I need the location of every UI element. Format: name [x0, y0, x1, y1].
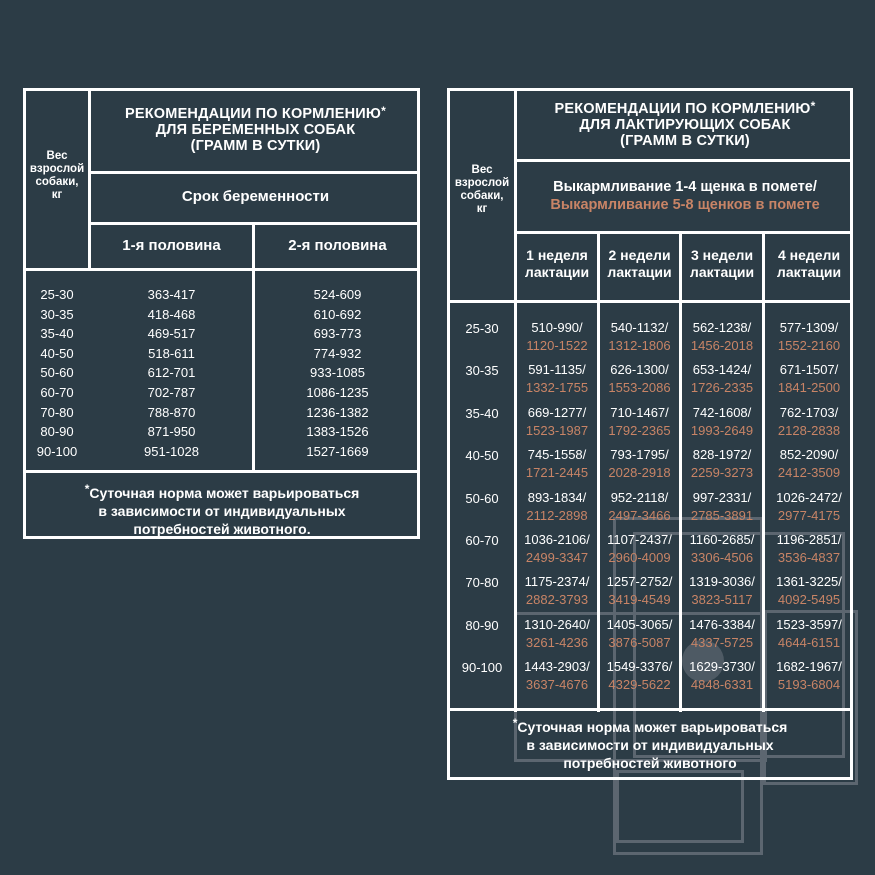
left-weight-header: [26, 150, 88, 202]
note-text: Суточная норма может варьироваться: [89, 485, 360, 501]
first-half-value: 418-468: [147, 306, 196, 322]
small-litter-value: 1523-3597/: [776, 616, 842, 632]
large-litter-value: 4337-5725: [690, 634, 754, 650]
title-line: ДЛЯ БЕРЕМЕННЫХ СОБАК: [155, 122, 356, 138]
lactation-value-cell: [765, 319, 853, 355]
small-litter-value: 793-1795/: [610, 447, 669, 463]
pregnancy-term-label: Срок беременности: [181, 188, 330, 205]
litter-large-label: Выкармливание 5-8 щенков в помете: [550, 197, 820, 213]
weight-cell: 80-90: [40, 424, 74, 440]
small-litter-value: 1026-2472/: [776, 489, 842, 505]
large-litter-value: 1332-1755: [525, 380, 589, 396]
lactation-value-cell: [600, 531, 679, 567]
lactation-value-cell: [765, 489, 853, 525]
lactation-value-cell: [600, 658, 679, 694]
weight-cell: 50-60: [465, 490, 499, 506]
title-text: РЕКОМЕНДАЦИИ ПО КОРМЛЕНИЮ: [125, 106, 382, 122]
large-litter-value: 3637-4676: [525, 677, 589, 693]
week-header-line: лактации: [524, 264, 590, 280]
small-litter-value: 1549-3376/: [606, 659, 673, 675]
lactation-value-cell: [682, 531, 762, 567]
first-half-value: 871-950: [147, 424, 196, 440]
large-litter-value: 3823-5117: [691, 592, 753, 608]
note-line: потребностей животного: [563, 755, 737, 771]
litter-size-label: [517, 178, 853, 214]
week-header-line: 4 недели: [777, 247, 841, 263]
week-header-line: 2 недели: [608, 247, 671, 263]
small-litter-value: 762-1703/: [779, 404, 839, 420]
small-litter-value: 1319-3036/: [689, 574, 755, 590]
large-litter-value: 1721-2445: [525, 465, 589, 481]
lactation-value-cell: [600, 319, 679, 355]
small-litter-value: 1310-2640/: [524, 616, 590, 632]
large-litter-value: 4644-6151: [777, 634, 841, 650]
small-litter-value: 893-1834/: [527, 489, 587, 505]
large-litter-value: 3876-5087: [608, 634, 671, 650]
weight-cell: 40-50: [40, 345, 74, 361]
second-half-value: 693-773: [313, 326, 362, 342]
weight-cell: 35-40: [40, 326, 74, 342]
week-header-line: лактации: [607, 264, 672, 280]
right-footnote: [450, 718, 850, 772]
large-litter-value: 3261-4236: [525, 634, 589, 650]
lactation-value-cell: [682, 404, 762, 440]
weight-cell: 70-80: [465, 575, 499, 591]
weight-cell: 30-35: [465, 363, 499, 379]
large-litter-value: 1312-1806: [608, 338, 671, 353]
right-weight-header: [450, 164, 514, 216]
second-half-value: 1236-1382: [306, 404, 369, 420]
week-header-line: лактации: [776, 264, 842, 280]
litter-small-label: Выкармливание 1-4 щенка в помете/: [553, 179, 817, 195]
first-half-value: 612-701: [147, 365, 196, 381]
title-line: (ГРАММ В СУТКИ): [190, 138, 321, 154]
small-litter-value: 669-1277/: [527, 404, 587, 420]
small-litter-value: 1361-3225/: [776, 574, 842, 590]
title-footnote-mark: *: [810, 99, 816, 113]
second-half-value: 933-1085: [310, 365, 365, 381]
small-litter-value: 742-1608/: [692, 404, 752, 420]
left-divider: [23, 470, 420, 473]
lactation-value-cell: [682, 446, 762, 482]
second-half-value: 1527-1669: [306, 443, 369, 459]
weight-cell: 60-70: [465, 533, 499, 548]
large-litter-value: 2112-2898: [526, 507, 588, 523]
large-litter-value: 1120-1522: [526, 338, 588, 353]
small-litter-value: 510-990/: [531, 320, 583, 335]
lactation-value-cell: [682, 658, 762, 694]
small-litter-value: 626-1300/: [610, 362, 669, 378]
note-line: в зависимости от индивидуальных: [98, 503, 346, 519]
lactation-value-cell: [517, 658, 597, 694]
lactation-value-cell: [517, 319, 597, 355]
second-half-value: 1383-1526: [306, 424, 369, 440]
week-header-4: [765, 247, 853, 281]
first-half-value: 788-870: [147, 404, 196, 420]
watermark-shape: [616, 770, 744, 843]
large-litter-value: 3306-4506: [690, 550, 754, 565]
weight-cell: 70-80: [40, 404, 74, 420]
week-header-line: 3 недели: [690, 247, 754, 263]
large-litter-value: 5193-6804: [777, 677, 841, 693]
small-litter-value: 1405-3065/: [606, 616, 673, 632]
weight-cell: 80-90: [465, 617, 499, 633]
lactation-value-cell: [765, 531, 853, 567]
note-line: в зависимости от индивидуальных: [526, 737, 774, 753]
second-half-value: 1086-1235: [306, 385, 369, 400]
lactation-value-cell: [765, 616, 853, 652]
right-divider: [514, 231, 853, 234]
second-half-value: 774-932: [313, 345, 362, 361]
large-litter-value: 2259-3273: [690, 465, 754, 481]
title-line: [91, 106, 420, 122]
small-litter-value: 1036-2106/: [524, 532, 590, 547]
lactation-value-cell: [517, 573, 597, 609]
weight-cell: 60-70: [40, 385, 74, 400]
note-text: Суточная норма может варьироваться: [517, 719, 788, 735]
right-table-title: [517, 101, 853, 149]
second-half-label: 2-я половина: [288, 237, 387, 254]
large-litter-value: 1456-2018: [690, 338, 754, 353]
lactation-value-cell: [682, 616, 762, 652]
small-litter-value: 1443-2903/: [524, 659, 590, 675]
first-half-value: 518-611: [148, 345, 195, 361]
first-half-value: 363-417: [147, 287, 196, 302]
left-footnote: [26, 484, 418, 538]
note-line: [26, 484, 418, 502]
lactation-value-cell: [517, 531, 597, 567]
small-litter-value: 852-2090/: [779, 447, 839, 463]
lactation-value-cell: [682, 573, 762, 609]
large-litter-value: 2497-3466: [608, 507, 671, 523]
weight-cell: 50-60: [40, 365, 74, 381]
small-litter-value: 828-1972/: [692, 447, 752, 463]
lactation-value-cell: [600, 573, 679, 609]
title-footnote-mark: *: [381, 104, 386, 118]
right-divider: [447, 708, 853, 711]
large-litter-value: 2977-4175: [777, 507, 841, 523]
lactation-value-cell: [600, 616, 679, 652]
large-litter-value: 2785-3891: [690, 507, 754, 523]
small-litter-value: 540-1132/: [610, 320, 669, 335]
title-line: [517, 101, 853, 117]
lactation-value-cell: [600, 404, 679, 440]
left-divider: [23, 268, 420, 271]
weight-cell: 35-40: [465, 405, 499, 421]
large-litter-value: 3419-4549: [608, 592, 671, 608]
large-litter-value: 1841-2500: [777, 380, 841, 396]
small-litter-value: 1476-3384/: [689, 616, 755, 632]
week-header-line: лактации: [689, 264, 755, 280]
weight-cell: 30-35: [40, 306, 74, 322]
large-litter-value: 1792-2365: [608, 422, 671, 438]
small-litter-value: 952-2118/: [610, 489, 669, 505]
first-half-value: 951-1028: [144, 443, 199, 459]
small-litter-value: 1160-2685/: [689, 532, 755, 547]
lactation-value-cell: [765, 361, 853, 397]
lactation-value-cell: [765, 658, 853, 694]
lactation-value-cell: [517, 361, 597, 397]
small-litter-value: 745-1558/: [527, 447, 587, 463]
week-header-2: [600, 247, 679, 281]
small-litter-value: 562-1238/: [692, 320, 752, 335]
header-line: Вес: [471, 164, 493, 176]
left-divider: [88, 222, 420, 225]
lactation-value-cell: [682, 489, 762, 525]
header-line: взрослой: [454, 177, 510, 189]
large-litter-value: 4092-5495: [777, 592, 841, 608]
large-litter-value: 2882-3793: [525, 592, 589, 608]
weight-cell: 40-50: [465, 448, 499, 464]
second-half-value: 610-692: [313, 306, 362, 322]
large-litter-value: 2128-2838: [777, 422, 841, 438]
lactation-value-cell: [517, 446, 597, 482]
note-line: потребностей животного.: [133, 521, 311, 537]
lactation-value-cell: [765, 404, 853, 440]
first-half-label: 1-я половина: [122, 237, 221, 254]
lactation-value-cell: [600, 489, 679, 525]
large-litter-value: 1523-1987: [525, 422, 589, 438]
small-litter-value: 591-1135/: [528, 362, 586, 378]
header-line: кг: [51, 189, 63, 201]
large-litter-value: 1553-2086: [608, 380, 671, 396]
large-litter-value: 2028-2918: [608, 465, 671, 481]
left-divider: [88, 171, 420, 174]
large-litter-value: 4329-5622: [608, 677, 671, 693]
large-litter-value: 2412-3509: [777, 465, 841, 481]
small-litter-value: 671-1507/: [779, 362, 839, 378]
right-divider: [447, 300, 853, 303]
lactation-value-cell: [517, 616, 597, 652]
weight-cell: 25-30: [40, 287, 74, 302]
small-litter-value: 1682-1967/: [776, 659, 842, 675]
lactation-value-cell: [517, 404, 597, 440]
header-line: кг: [476, 203, 488, 215]
small-litter-value: 997-2331/: [692, 489, 752, 505]
large-litter-value: 1552-2160: [777, 338, 841, 353]
lactation-value-cell: [600, 361, 679, 397]
small-litter-value: 1196-2851/: [776, 532, 842, 547]
header-line: Вес: [46, 150, 68, 162]
weight-cell: 25-30: [465, 321, 499, 336]
lactation-value-cell: [600, 446, 679, 482]
large-litter-value: 1993-2649: [690, 422, 754, 438]
lactation-value-cell: [682, 319, 762, 355]
large-litter-value: 3536-4837: [777, 550, 841, 565]
weight-cell: 90-100: [36, 443, 78, 459]
large-litter-value: 1726-2335: [690, 380, 754, 396]
small-litter-value: 710-1467/: [610, 404, 669, 420]
first-half-value: 702-787: [147, 385, 196, 400]
small-litter-value: 577-1309/: [779, 320, 839, 335]
title-line: ДЛЯ ЛАКТИРУЮЩИХ СОБАК: [579, 117, 791, 133]
lactation-value-cell: [765, 446, 853, 482]
small-litter-value: 1107-2437/: [607, 532, 672, 547]
title-line: (ГРАММ В СУТКИ): [620, 133, 750, 149]
lactation-value-cell: [517, 489, 597, 525]
header-line: взрослой: [29, 163, 85, 175]
week-header-3: [682, 247, 762, 281]
lactation-value-cell: [765, 573, 853, 609]
small-litter-value: 653-1424/: [692, 362, 752, 378]
large-litter-value: 2960-4009: [608, 550, 671, 565]
week-header-1: [517, 247, 597, 281]
left-table-title: [91, 106, 420, 154]
note-mark: *: [512, 716, 518, 730]
lactation-value-cell: [682, 361, 762, 397]
week-header-line: 1 неделя: [526, 247, 588, 263]
header-line: собаки,: [460, 190, 504, 202]
first-half-value: 469-517: [147, 326, 196, 342]
weight-cell: 90-100: [461, 660, 503, 676]
note-line: [450, 718, 850, 736]
small-litter-value: 1257-2752/: [606, 574, 673, 590]
header-line: собаки,: [35, 176, 79, 188]
large-litter-value: 2499-3347: [525, 550, 589, 565]
small-litter-value: 1175-2374/: [524, 574, 590, 590]
second-half-value: 524-609: [313, 287, 362, 302]
small-litter-value: 1629-3730/: [689, 659, 755, 675]
large-litter-value: 4848-6331: [690, 677, 754, 693]
right-divider: [514, 159, 853, 162]
note-mark: *: [84, 482, 90, 496]
title-text: РЕКОМЕНДАЦИИ ПО КОРМЛЕНИЮ: [554, 101, 811, 117]
